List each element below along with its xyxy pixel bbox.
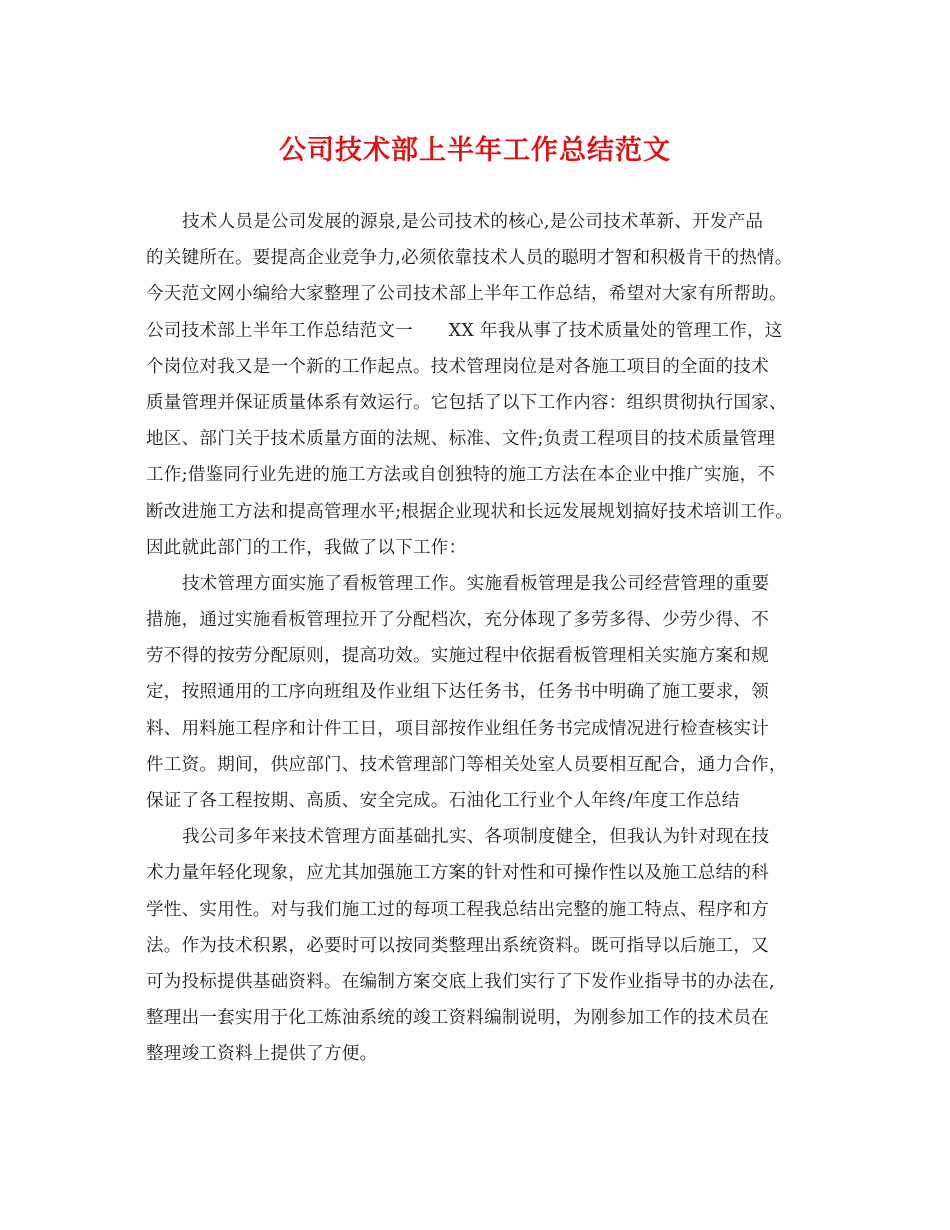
text-line: 个岗位对我又是一个新的工作起点。技术管理岗位是对各施工项目的全面的技术 bbox=[146, 356, 769, 377]
text-line: 今天范文网小编给大家整理了公司技术部上半年工作总结，希望对大家有所帮助。 bbox=[146, 284, 787, 305]
text-line: 料、用料施工程序和计件工日，项目部按作业组任务书完成情况进行检查核实计 bbox=[146, 718, 769, 739]
text-line: 学性、实用性。对与我们施工过的每项工程我总结出完整的施工特点、程序和方 bbox=[146, 899, 769, 920]
text-line: 定，按照通用的工序向班组及作业组下达任务书，任务书中明确了施工要求，领 bbox=[146, 682, 769, 703]
text-line: 的关键所在。要提高企业竞争力,必须依靠技术人员的聪明才智和积极肯干的热情。 bbox=[146, 248, 793, 269]
text-line: 法。作为技术积累，必要时可以按同类整理出系统资料。既可指导以后施工，又 bbox=[146, 935, 769, 956]
text-line: 质量管理并保证质量体系有效运行。它包括了以下工作内容：组织贯彻执行国家、 bbox=[146, 392, 787, 413]
text-line: 技术管理方面实施了看板管理工作。实施看板管理是我公司经营管理的重要 bbox=[182, 573, 770, 594]
document-body bbox=[146, 204, 826, 1073]
text-line: 可为投标提供基础资料。在编制方案交底上我们实行了下发作业指导书的办法在, bbox=[146, 971, 775, 992]
text-line: 术力量年轻化现象，应尤其加强施工方案的针对性和可操作性以及施工总结的科 bbox=[146, 863, 769, 884]
text-line: 公司技术部上半年工作总结范文一 XX 年我从事了技术质量处的管理工作，这 bbox=[146, 320, 783, 341]
text-line: 我公司多年来技术管理方面基础扎实、各项制度健全，但我认为针对现在技 bbox=[182, 827, 770, 848]
text-line: 整理出一套实用于化工炼油系统的竣工资料编制说明，为刚参加工作的技术员在 bbox=[146, 1008, 769, 1029]
text-line: 工作;借鉴同行业先进的施工方法或自创独特的施工方法在本企业中推广实施，不 bbox=[146, 465, 776, 486]
text-line: 保证了各工程按期、高质、安全完成。石油化工行业个人年终/年度工作总结 bbox=[146, 791, 740, 811]
document-title: 公司技术部上半年工作总结范文 bbox=[279, 135, 671, 166]
text-line: 劳不得的按劳分配原则，提高功效。实施过程中依据看板管理相关实施方案和规 bbox=[146, 646, 769, 667]
text-line: 件工资。期间，供应部门、技术管理部门等相关处室人员要相互配合，通力合作， bbox=[146, 754, 787, 775]
text-line: 技术人员是公司发展的源泉,是公司技术的核心,是公司技术革新、开发产品 bbox=[182, 212, 764, 232]
text-line: 因此就此部门的工作，我做了以下工作： bbox=[146, 537, 467, 558]
text-line: 措施，通过实施看板管理拉开了分配档次，充分体现了多劳多得、少劳少得、不 bbox=[146, 610, 769, 631]
text-line: 整理竣工资料上提供了方便。 bbox=[146, 1044, 378, 1065]
text-line: 断改进施工方法和提高管理水平;根据企业现状和长远发展规划搞好技术培训工作。 bbox=[146, 501, 793, 522]
text-line: 地区、部门关于技术质量方面的法规、标准、文件;负责工程项目的技术质量管理 bbox=[146, 429, 776, 450]
